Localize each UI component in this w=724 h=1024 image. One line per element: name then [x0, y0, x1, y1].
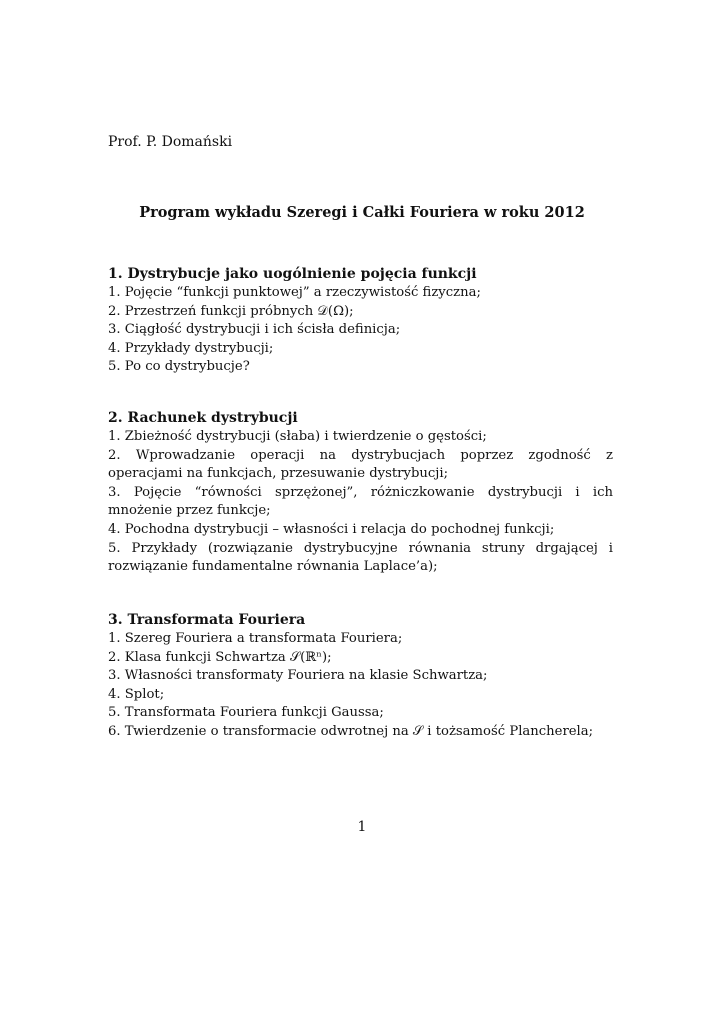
list-item: 3. Ciągłość dystrybucji i ich ścisła definicja; — [108, 322, 401, 338]
page-number: 1 — [357, 819, 367, 835]
list-item: 5. Przykłady (rozwiązanie dystrybucyjne równania struny drgającej i rozwiązanie fundamentalne równania Laplace’a); — [108, 540, 613, 575]
section-heading: 2. Rachunek dystrybucji — [108, 410, 298, 426]
list-item: 4. Przykłady dystrybucji; — [108, 340, 274, 356]
list-item: 3. Własności transformaty Fouriera na klasie Schwartza; — [108, 668, 488, 684]
author-line: Prof. P. Domański — [108, 134, 233, 150]
list-item: 2. Przestrzeń funkcji próbnych 𝒟(Ω); — [108, 303, 354, 319]
section-distribution-calculus — [108, 409, 613, 577]
document-title: Program wykładu Szeregi i Całki Fouriera w roku 2012 — [139, 204, 585, 221]
list-item: 5. Po co dystrybucje? — [108, 359, 250, 375]
section-heading: 3. Transformata Fouriera — [108, 612, 306, 628]
list-item: 1. Zbieżność dystrybucji (słaba) i twierdzenie o gęstości; — [108, 429, 487, 444]
list-item: 5. Transformata Fouriera funkcji Gaussa; — [108, 705, 384, 721]
section-distributions — [108, 265, 613, 377]
list-item: 2. Wprowadzanie operacji na dystrybucjach poprzez zgodność z operacjami na funkcjach, przesuwanie dystrybucji; — [108, 447, 613, 482]
section-heading: 1. Dystrybucje jako uogólnienie pojęcia funkcji — [108, 266, 477, 282]
list-item: 2. Klasa funkcji Schwartza 𝒮(ℝⁿ); — [108, 649, 332, 665]
list-item: 3. Pojęcie “równości sprzężonej”, różniczkowanie dystrybucji i ich mnożenie przez funkcje; — [108, 484, 613, 519]
list-item: 1. Szereg Fouriera a transformata Fouriera; — [108, 631, 403, 646]
section-fourier-transform — [108, 611, 613, 742]
list-item: 1. Pojęcie “funkcji punktowej” a rzeczywistość fizyczna; — [108, 285, 481, 300]
list-item: 4. Splot; — [108, 686, 165, 702]
list-item: 4. Pochodna dystrybucji – własności i relacja do pochodnej funkcji; — [108, 521, 555, 537]
list-item: 6. Twierdzenie o transformacie odwrotnej na 𝒮 i tożsamość Plancherela; — [108, 723, 594, 739]
